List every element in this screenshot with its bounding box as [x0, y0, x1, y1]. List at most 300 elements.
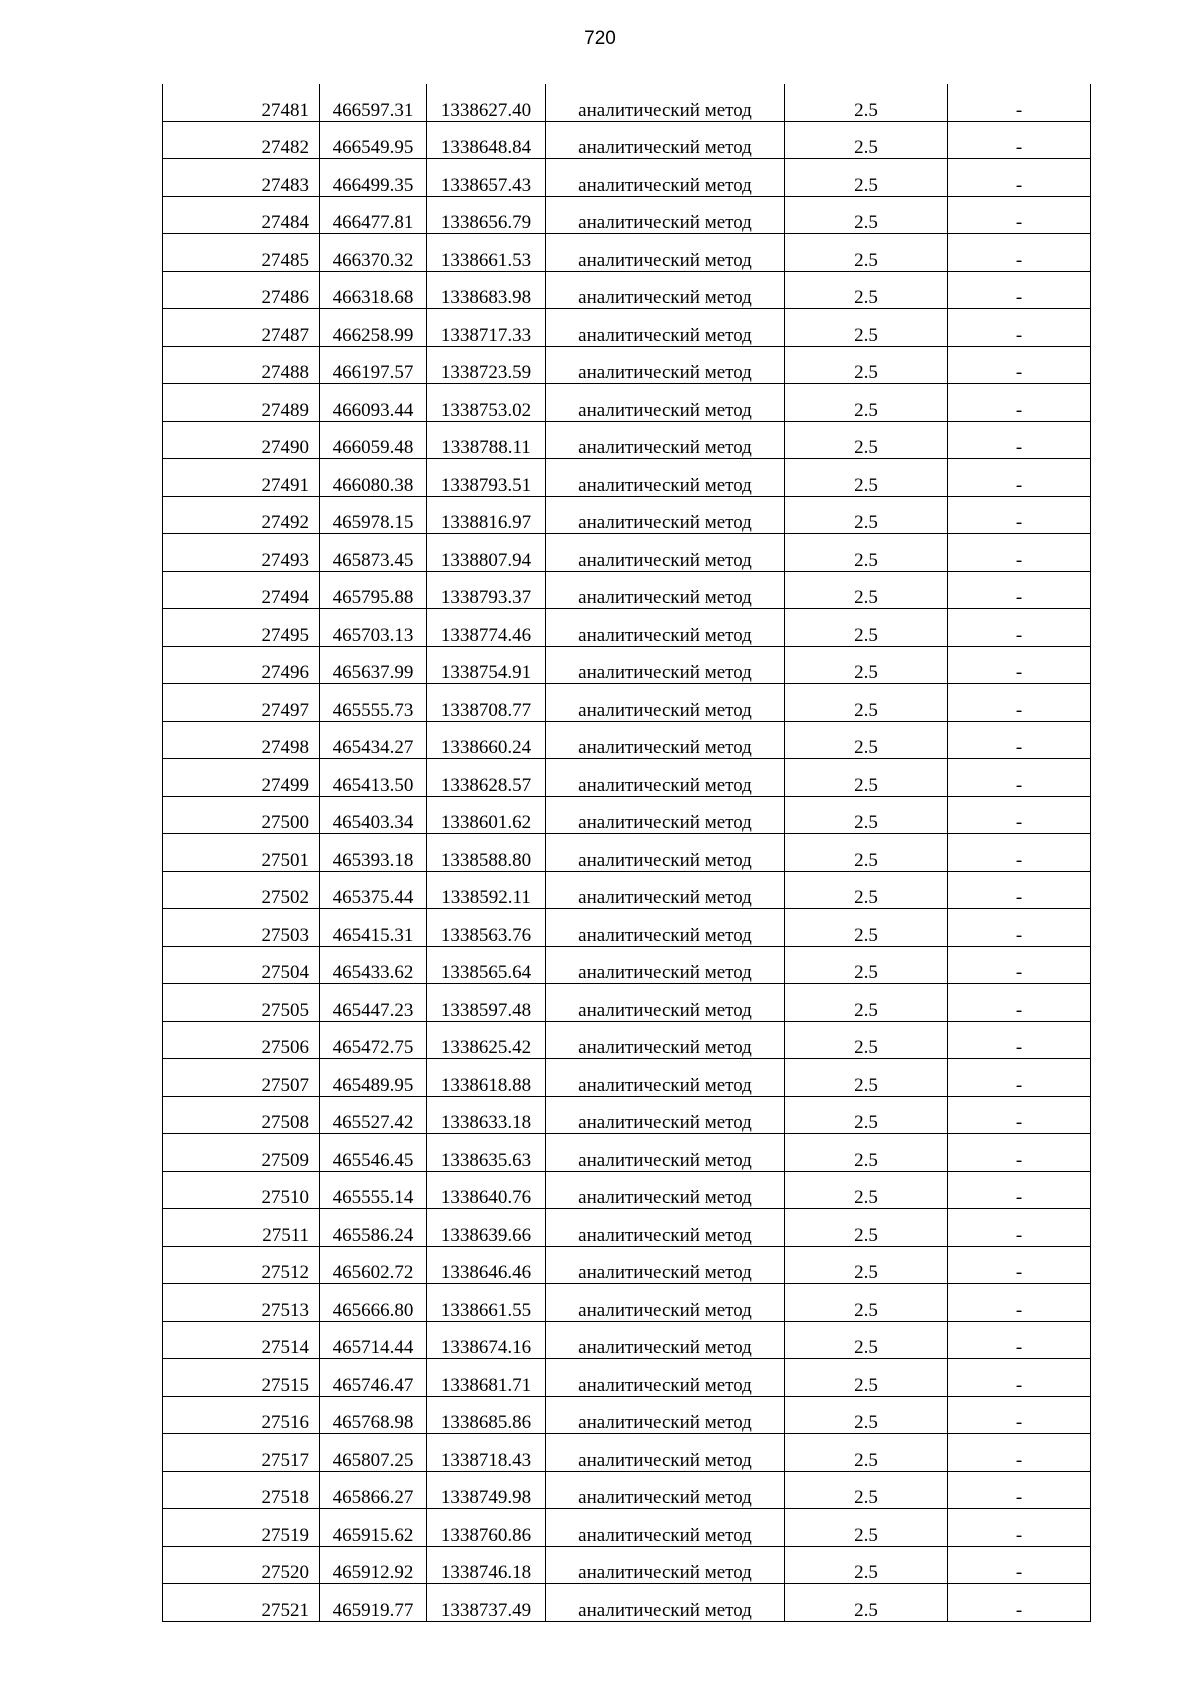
y-coordinate-cell-text: 1338657.43 [440, 174, 532, 196]
y-coordinate-cell-text: 1338753.02 [440, 399, 532, 421]
x-coordinate-cell-text: 466318.68 [332, 287, 414, 308]
note-cell-text: - [1015, 1149, 1023, 1171]
x-coordinate-cell-text: 466370.32 [332, 249, 414, 271]
table-row [163, 946, 1091, 984]
point-number-cell [163, 196, 320, 234]
method-cell [546, 196, 785, 234]
point-number-cell [163, 1284, 320, 1322]
note-cell [948, 1134, 1091, 1172]
method-cell [546, 984, 785, 1022]
table-row [163, 1584, 1091, 1622]
x-coordinate-cell [320, 121, 427, 159]
x-coordinate-cell-text: 465434.27 [332, 737, 414, 758]
y-coordinate-cell-text: 1338685.86 [440, 1412, 532, 1433]
y-coordinate-cell [427, 1171, 546, 1209]
accuracy-cell [785, 796, 948, 834]
point-number-cell [163, 609, 320, 647]
x-coordinate-cell [320, 646, 427, 684]
method-cell [546, 346, 785, 384]
method-cell-text: аналитический метод [578, 399, 752, 421]
note-cell-text: - [1015, 1224, 1023, 1246]
x-coordinate-cell [320, 421, 427, 459]
method-cell-text: аналитический метод [578, 924, 752, 946]
accuracy-cell-text: 2.5 [854, 99, 878, 121]
point-number-cell-text: 27493 [261, 549, 309, 571]
x-coordinate-cell [320, 1509, 427, 1547]
table-row [163, 571, 1091, 609]
note-cell [948, 984, 1091, 1022]
y-coordinate-cell [427, 571, 546, 609]
x-coordinate-cell [320, 84, 427, 121]
y-coordinate-cell [427, 721, 546, 759]
note-cell [948, 1059, 1091, 1097]
x-coordinate-cell-text: 465472.75 [332, 1037, 414, 1058]
note-cell-text: - [1015, 1524, 1023, 1546]
point-number-cell [163, 459, 320, 497]
point-number-cell [163, 946, 320, 984]
note-cell [948, 159, 1091, 197]
y-coordinate-cell [427, 121, 546, 159]
method-cell [546, 1284, 785, 1322]
point-number-cell-text: 27486 [261, 287, 309, 308]
table-row [163, 346, 1091, 384]
y-coordinate-cell-text: 1338565.64 [440, 962, 532, 983]
table-row [163, 721, 1091, 759]
method-cell-text: аналитический метод [578, 1337, 752, 1358]
method-cell [546, 796, 785, 834]
table-row [163, 909, 1091, 947]
point-number-cell-text: 27504 [261, 962, 309, 983]
point-number-cell [163, 1546, 320, 1584]
x-coordinate-cell [320, 1096, 427, 1134]
note-cell-text: - [1015, 1074, 1023, 1096]
note-cell-text: - [1015, 324, 1023, 346]
x-coordinate-cell-text: 465489.95 [332, 1074, 414, 1096]
accuracy-cell [785, 871, 948, 909]
note-cell [948, 196, 1091, 234]
y-coordinate-cell [427, 234, 546, 272]
accuracy-cell-text: 2.5 [854, 1299, 878, 1321]
point-number-cell-text: 27521 [261, 1599, 309, 1621]
method-cell-text: аналитический метод [578, 1262, 752, 1283]
point-number-cell-text: 27490 [261, 437, 309, 458]
point-number-cell-text: 27513 [261, 1299, 309, 1321]
method-cell [546, 1471, 785, 1509]
x-coordinate-cell [320, 1059, 427, 1097]
accuracy-cell-text: 2.5 [854, 512, 878, 533]
note-cell-text: - [1015, 962, 1023, 983]
accuracy-cell [785, 1359, 948, 1397]
table-row [163, 984, 1091, 1022]
x-coordinate-cell-text: 465919.77 [332, 1599, 414, 1621]
x-coordinate-cell-text: 465795.88 [332, 587, 414, 608]
note-cell-text: - [1015, 887, 1023, 908]
point-number-cell-text: 27511 [262, 1224, 309, 1246]
x-coordinate-cell-text: 466597.31 [332, 99, 414, 121]
x-coordinate-cell [320, 721, 427, 759]
accuracy-cell [785, 1171, 948, 1209]
y-coordinate-cell [427, 1209, 546, 1247]
accuracy-cell-text: 2.5 [854, 1374, 878, 1396]
note-cell [948, 1546, 1091, 1584]
point-number-cell-text: 27505 [261, 999, 309, 1021]
point-number-cell-text: 27519 [261, 1524, 309, 1546]
table-row [163, 1509, 1091, 1547]
point-number-cell-text: 27498 [261, 737, 309, 758]
table-row [163, 1171, 1091, 1209]
y-coordinate-cell-text: 1338793.51 [440, 474, 532, 496]
point-number-cell-text: 27491 [261, 474, 309, 496]
method-cell [546, 309, 785, 347]
y-coordinate-cell [427, 759, 546, 797]
point-number-cell [163, 346, 320, 384]
y-coordinate-cell [427, 796, 546, 834]
note-cell-text: - [1015, 1412, 1023, 1433]
point-number-cell-text: 27496 [261, 662, 309, 683]
note-cell-text: - [1015, 1374, 1023, 1396]
method-cell [546, 421, 785, 459]
accuracy-cell-text: 2.5 [854, 624, 878, 646]
method-cell-text: аналитический метод [578, 1412, 752, 1433]
point-number-cell [163, 421, 320, 459]
method-cell-text: аналитический метод [578, 474, 752, 496]
x-coordinate-cell [320, 1546, 427, 1584]
note-cell [948, 684, 1091, 722]
y-coordinate-cell-text: 1338788.11 [441, 437, 531, 458]
accuracy-cell [785, 346, 948, 384]
point-number-cell-text: 27517 [261, 1449, 309, 1471]
y-coordinate-cell-text: 1338754.91 [440, 662, 532, 683]
x-coordinate-cell-text: 465375.44 [332, 887, 414, 908]
note-cell-text: - [1015, 737, 1023, 758]
note-cell-text: - [1015, 624, 1023, 646]
method-cell-text: аналитический метод [578, 1187, 752, 1208]
point-number-cell [163, 721, 320, 759]
method-cell [546, 1246, 785, 1284]
y-coordinate-cell [427, 1284, 546, 1322]
x-coordinate-cell-text: 465403.34 [332, 812, 414, 833]
note-cell-text: - [1015, 512, 1023, 533]
accuracy-cell-text: 2.5 [854, 587, 878, 608]
accuracy-cell [785, 1396, 948, 1434]
note-cell [948, 384, 1091, 422]
y-coordinate-cell-text: 1338760.86 [440, 1524, 532, 1546]
note-cell [948, 309, 1091, 347]
method-cell [546, 1509, 785, 1547]
accuracy-cell-text: 2.5 [854, 1037, 878, 1058]
note-cell-text: - [1015, 812, 1023, 833]
y-coordinate-cell [427, 1584, 546, 1622]
x-coordinate-cell-text: 465768.98 [332, 1412, 414, 1433]
method-cell-text: аналитический метод [578, 437, 752, 458]
accuracy-cell-text: 2.5 [854, 887, 878, 908]
point-number-cell [163, 384, 320, 422]
y-coordinate-cell [427, 1246, 546, 1284]
table-body [163, 84, 1091, 1621]
method-cell [546, 609, 785, 647]
y-coordinate-cell-text: 1338723.59 [440, 362, 532, 383]
x-coordinate-cell-text: 465714.44 [332, 1337, 414, 1358]
y-coordinate-cell-text: 1338718.43 [440, 1449, 532, 1471]
y-coordinate-cell-text: 1338648.84 [440, 137, 532, 158]
accuracy-cell [785, 1434, 948, 1472]
method-cell-text: аналитический метод [578, 512, 752, 533]
method-cell-text: аналитический метод [578, 1487, 752, 1508]
method-cell-text: аналитический метод [578, 324, 752, 346]
note-cell [948, 84, 1091, 121]
x-coordinate-cell-text: 465586.24 [332, 1224, 414, 1246]
y-coordinate-cell-text: 1338592.11 [441, 887, 531, 908]
point-number-cell [163, 1509, 320, 1547]
point-number-cell-text: 27494 [261, 587, 309, 608]
method-cell [546, 1171, 785, 1209]
y-coordinate-cell [427, 871, 546, 909]
y-coordinate-cell-text: 1338717.33 [440, 324, 532, 346]
note-cell [948, 1021, 1091, 1059]
table-row [163, 1096, 1091, 1134]
x-coordinate-cell [320, 159, 427, 197]
accuracy-cell-text: 2.5 [854, 1562, 878, 1583]
method-cell-text: аналитический метод [578, 1299, 752, 1321]
y-coordinate-cell [427, 909, 546, 947]
x-coordinate-cell [320, 384, 427, 422]
y-coordinate-cell [427, 496, 546, 534]
point-number-cell [163, 1584, 320, 1622]
method-cell-text: аналитический метод [578, 137, 752, 158]
y-coordinate-cell-text: 1338563.76 [440, 924, 532, 946]
y-coordinate-cell [427, 309, 546, 347]
point-number-cell-text: 27520 [261, 1562, 309, 1583]
method-cell-text: аналитический метод [578, 1224, 752, 1246]
method-cell [546, 1396, 785, 1434]
x-coordinate-cell [320, 346, 427, 384]
accuracy-cell-text: 2.5 [854, 662, 878, 683]
note-cell-text: - [1015, 212, 1023, 233]
accuracy-cell [785, 1021, 948, 1059]
y-coordinate-cell-text: 1338640.76 [440, 1187, 532, 1208]
x-coordinate-cell [320, 984, 427, 1022]
accuracy-cell [785, 1209, 948, 1247]
accuracy-cell [785, 1471, 948, 1509]
accuracy-cell-text: 2.5 [854, 249, 878, 271]
note-cell-text: - [1015, 1599, 1023, 1621]
x-coordinate-cell-text: 465866.27 [332, 1487, 414, 1508]
table-row [163, 421, 1091, 459]
y-coordinate-cell [427, 1134, 546, 1172]
y-coordinate-cell-text: 1338628.57 [440, 774, 532, 796]
note-cell-text: - [1015, 587, 1023, 608]
note-cell-text: - [1015, 287, 1023, 308]
method-cell [546, 496, 785, 534]
x-coordinate-cell [320, 309, 427, 347]
point-number-cell [163, 1359, 320, 1397]
accuracy-cell-text: 2.5 [854, 1074, 878, 1096]
accuracy-cell [785, 909, 948, 947]
note-cell [948, 946, 1091, 984]
x-coordinate-cell-text: 465637.99 [332, 662, 414, 683]
method-cell [546, 1321, 785, 1359]
point-number-cell [163, 871, 320, 909]
y-coordinate-cell-text: 1338816.97 [440, 512, 532, 533]
accuracy-cell-text: 2.5 [854, 549, 878, 571]
method-cell-text: аналитический метод [578, 174, 752, 196]
accuracy-cell-text: 2.5 [854, 812, 878, 833]
x-coordinate-cell [320, 1396, 427, 1434]
method-cell [546, 946, 785, 984]
x-coordinate-cell [320, 684, 427, 722]
method-cell [546, 1359, 785, 1397]
note-cell [948, 609, 1091, 647]
y-coordinate-cell-text: 1338618.88 [440, 1074, 532, 1096]
method-cell [546, 121, 785, 159]
y-coordinate-cell [427, 1509, 546, 1547]
x-coordinate-cell [320, 759, 427, 797]
table-row [163, 759, 1091, 797]
note-cell [948, 1584, 1091, 1622]
coordinates-table [162, 84, 1091, 1622]
accuracy-cell [785, 421, 948, 459]
table-row [163, 1546, 1091, 1584]
table-row [163, 1396, 1091, 1434]
method-cell-text: аналитический метод [578, 624, 752, 646]
note-cell-text: - [1015, 549, 1023, 571]
x-coordinate-cell-text: 465447.23 [332, 999, 414, 1021]
point-number-cell-text: 27516 [261, 1412, 309, 1433]
method-cell-text: аналитический метод [578, 849, 752, 871]
y-coordinate-cell [427, 1096, 546, 1134]
y-coordinate-cell [427, 984, 546, 1022]
table-row [163, 121, 1091, 159]
table-row [163, 159, 1091, 197]
note-cell [948, 459, 1091, 497]
x-coordinate-cell [320, 796, 427, 834]
x-coordinate-cell-text: 466258.99 [332, 324, 414, 346]
point-number-cell-text: 27500 [261, 812, 309, 833]
method-cell-text: аналитический метод [578, 362, 752, 383]
accuracy-cell-text: 2.5 [854, 924, 878, 946]
x-coordinate-cell-text: 465555.14 [332, 1187, 414, 1208]
table-row [163, 496, 1091, 534]
y-coordinate-cell-text: 1338749.98 [440, 1487, 532, 1508]
accuracy-cell [785, 984, 948, 1022]
x-coordinate-cell-text: 465393.18 [332, 849, 414, 871]
accuracy-cell-text: 2.5 [854, 1449, 878, 1471]
point-number-cell-text: 27508 [261, 1112, 309, 1133]
y-coordinate-cell-text: 1338660.24 [440, 737, 532, 758]
method-cell-text: аналитический метод [578, 212, 752, 233]
accuracy-cell [785, 196, 948, 234]
y-coordinate-cell [427, 1434, 546, 1472]
table-row [163, 84, 1091, 121]
y-coordinate-cell-text: 1338681.71 [440, 1374, 532, 1396]
x-coordinate-cell-text: 465873.45 [332, 549, 414, 571]
x-coordinate-cell-text: 465527.42 [332, 1112, 414, 1133]
x-coordinate-cell-text: 465912.92 [332, 1562, 414, 1583]
method-cell-text: аналитический метод [578, 774, 752, 796]
point-number-cell-text: 27514 [261, 1337, 309, 1358]
x-coordinate-cell [320, 834, 427, 872]
method-cell-text: аналитический метод [578, 549, 752, 571]
point-number-cell [163, 909, 320, 947]
y-coordinate-cell-text: 1338807.94 [440, 549, 532, 571]
method-cell [546, 834, 785, 872]
x-coordinate-cell-text: 466197.57 [332, 362, 414, 383]
y-coordinate-cell-text: 1338746.18 [440, 1562, 532, 1583]
x-coordinate-cell [320, 1434, 427, 1472]
table-row [163, 271, 1091, 309]
note-cell-text: - [1015, 699, 1023, 721]
y-coordinate-cell [427, 534, 546, 572]
note-cell [948, 421, 1091, 459]
note-cell-text: - [1015, 1112, 1023, 1133]
table-row [163, 534, 1091, 572]
x-coordinate-cell [320, 234, 427, 272]
accuracy-cell [785, 1134, 948, 1172]
accuracy-cell [785, 121, 948, 159]
note-cell-text: - [1015, 249, 1023, 271]
accuracy-cell [785, 1321, 948, 1359]
method-cell-text: аналитический метод [578, 1037, 752, 1058]
x-coordinate-cell [320, 871, 427, 909]
note-cell-text: - [1015, 174, 1023, 196]
method-cell [546, 1059, 785, 1097]
point-number-cell-text: 27497 [261, 699, 309, 721]
x-coordinate-cell-text: 465602.72 [332, 1262, 414, 1283]
table-row [163, 1209, 1091, 1247]
accuracy-cell-text: 2.5 [854, 737, 878, 758]
point-number-cell-text: 27495 [261, 624, 309, 646]
accuracy-cell-text: 2.5 [854, 287, 878, 308]
note-cell-text: - [1015, 924, 1023, 946]
x-coordinate-cell-text: 466477.81 [332, 212, 414, 233]
method-cell-text: аналитический метод [578, 1524, 752, 1546]
accuracy-cell [785, 759, 948, 797]
x-coordinate-cell [320, 1359, 427, 1397]
table-row [163, 234, 1091, 272]
accuracy-cell [785, 234, 948, 272]
accuracy-cell [785, 1246, 948, 1284]
y-coordinate-cell-text: 1338625.42 [440, 1037, 532, 1058]
note-cell-text: - [1015, 774, 1023, 796]
x-coordinate-cell-text: 465746.47 [332, 1374, 414, 1396]
method-cell-text: аналитический метод [578, 287, 752, 308]
point-number-cell [163, 496, 320, 534]
table-row [163, 796, 1091, 834]
point-number-cell [163, 571, 320, 609]
x-coordinate-cell [320, 1471, 427, 1509]
x-coordinate-cell [320, 1321, 427, 1359]
x-coordinate-cell-text: 466080.38 [332, 474, 414, 496]
accuracy-cell-text: 2.5 [854, 362, 878, 383]
accuracy-cell [785, 459, 948, 497]
note-cell-text: - [1015, 1037, 1023, 1058]
point-number-cell [163, 796, 320, 834]
table-row [163, 1359, 1091, 1397]
accuracy-cell-text: 2.5 [854, 324, 878, 346]
method-cell [546, 271, 785, 309]
method-cell-text: аналитический метод [578, 812, 752, 833]
accuracy-cell [785, 309, 948, 347]
point-number-cell-text: 27482 [261, 137, 309, 158]
x-coordinate-cell [320, 1021, 427, 1059]
method-cell-text: аналитический метод [578, 1074, 752, 1096]
x-coordinate-cell [320, 459, 427, 497]
method-cell-text: аналитический метод [578, 1449, 752, 1471]
accuracy-cell [785, 534, 948, 572]
accuracy-cell-text: 2.5 [854, 999, 878, 1021]
note-cell-text: - [1015, 1262, 1023, 1283]
table-row [163, 834, 1091, 872]
